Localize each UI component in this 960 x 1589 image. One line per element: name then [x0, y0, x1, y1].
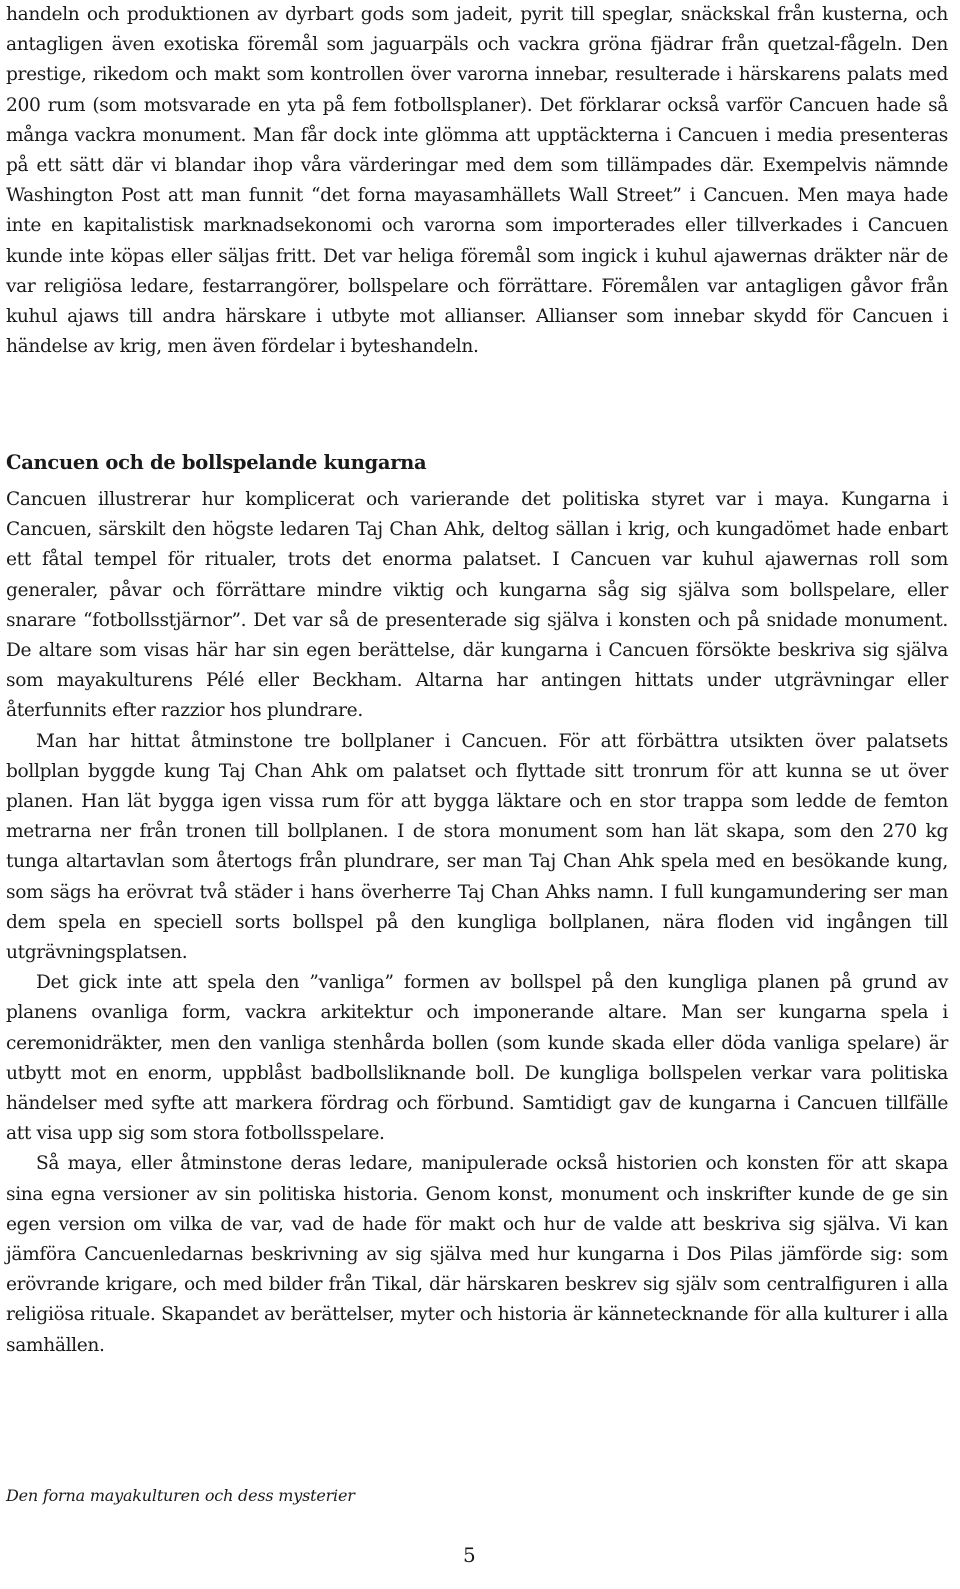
section-heading: Cancuen och de bollspelande kungarna [6, 451, 427, 474]
section-body [6, 485, 948, 1361]
intro-paragraph: handeln och produktionen av dyrbart gods som jadeit, pyrit till speglar, snäckskal från kusterna, och antagligen även exotiska föremål som jaguarpäls och vackra gröna fjädrar från quetzal-fågeln. Den prestige, rikedom och makt som kontrollen över varorna innebar, resulterade i härskarens palats med 200 rum (som motsvarade en yta på fem fotbollsplaner). Det förklarar också varför Cancuen hade så många vackra monument. Man får dock inte glömma att upptäckterna i Cancuen i media presenteras på ett sätt där vi blandar ihop våra värderingar med dem som tillämpades där. Exempelvis nämnde Washington Post att man funnit “det forna mayasamhällets Wall Street” i Cancuen. Men maya hade inte en kapitalistisk marknadsekonomi och varorna som importerades eller tillverkades i Cancuen kunde inte köpas eller säljas fritt. Det var heliga föremål som ingick i kuhul ajawernas dräkter när de var religiösa ledare, festarrangörer, bollspelare och förrättare. Föremålen var antagligen gåvor från kuhul ajaws till andra härskare i utbyte mot allianser. Allianser som innebar skydd för Cancuen i händelse av krig, men även fördelar i byteshandeln. [6, 4, 948, 358]
body-paragraph-4: Så maya, eller åtminstone deras ledare, manipulerade också historien och konsten för att skapa sina egna versioner av sin politiska historia. Genom konst, monument och inskrifter kunde de ge sin egen version om vilka de var, vad de hade för makt och hur de valde att beskriva sig själva. Vi kan jämföra Cancuenledarnas beskrivning av sig själva med hur kungarna i Dos Pilas jämförde sig: som erövrande krigare, och med bilder från Tikal, där härskaren beskrev sig själv som centralfiguren i alla religiösa rituale. Skapandet av berättelser, myter och historia är kännetecknande för alla kulturer i alla samhällen. [6, 1153, 948, 1356]
intro-block [6, 0, 948, 362]
body-paragraph-2: Man har hittat åtminstone tre bollplaner i Cancuen. För att förbättra utsikten över palatsets bollplan byggde kung Taj Chan Ahk om palatset och flyttade sitt tronrum för att kunna se ut över planen. Han lät bygga igen vissa rum för att bygga läktare och en stor trappa som ledde de femton metrarna ner från tronen till bollplanen. I de stora monument som han lät skapa, som den 270 kg tunga altartavlan som återtogs från plundrare, ser man Taj Chan Ahk spela med en besökande kung, som sägs ha erövrat två städer i hans överherre Taj Chan Ahks namn. I full kungamundering ser man dem spela en speciell sorts bollspel på den kungliga bollplanen, nära floden vid ingången till utgrävningsplatsen. [6, 730, 948, 964]
body-paragraph-1: Cancuen illustrerar hur komplicerat och varierande det politiska styret var i maya. Kungarna i Cancuen, särskilt den högste ledaren Taj Chan Ahk, deltog sällan i krig, och kungadömet hade enbart ett fåtal tempel för ritualer, trots det enorma palatset. I Cancuen var kuhul ajawernas roll som generaler, påvar och förrättare mindre viktig och kungarna såg sig själva som bollspelare, eller snarare “fotbollsstjärnor”. Det var så de presenterade sig själva i konsten och på snidade monument. De altare som visas här har sin egen berättelse, där kungarna i Cancuen försökte beskriva sig själva som mayakulturens Pélé eller Beckham. Altarna har antingen hittats under utgrävningar eller återfunnits efter razzior hos plundrare. [6, 489, 948, 722]
page-number: 5 [463, 1543, 476, 1567]
running-footer-title: Den forna mayakulturen och dess mysterier [6, 1486, 355, 1505]
body-paragraph-3: Det gick inte att spela den ”vanliga” formen av bollspel på den kungliga planen på grund av planens ovanliga form, vackra arkitektur och imponerande altare. Man ser kungarna spela i ceremonidräkter, men den vanliga stenhårda bollen (som kunde skada eller döda vanliga spelare) är utbytt mot en enorm, uppblåst badbollsliknande boll. De kungliga bollspelen verkar vara politiska händelser med syfte att markera fördrag och förbund. Samtidigt gav de kungarna i Cancuen tillfälle att visa upp sig som stora fotbollsspelare. [6, 972, 948, 1145]
